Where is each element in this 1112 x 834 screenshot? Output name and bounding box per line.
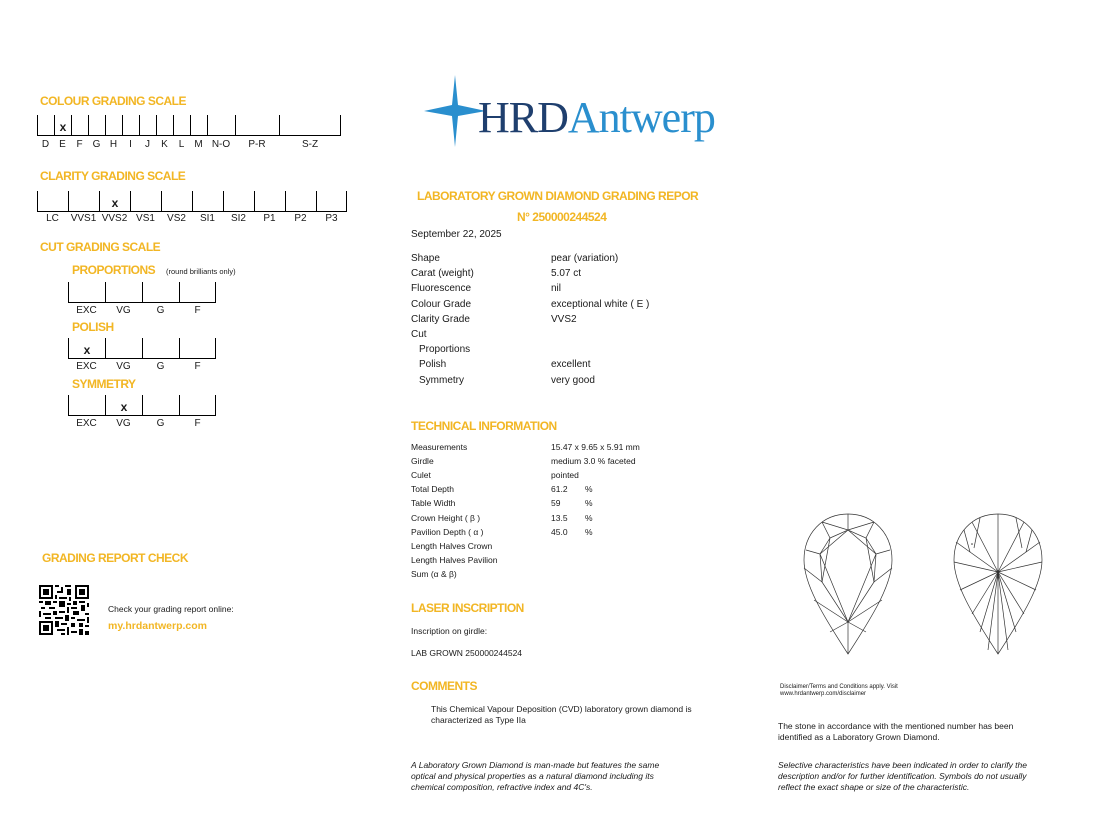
polish-scale-label: G [156,361,165,372]
qr-code-icon[interactable] [39,585,89,635]
report-row-value: very good [551,374,595,386]
report-title: LABORATORY GROWN DIAMOND GRADING REPOR [417,189,699,203]
report-row-value: nil [551,283,562,295]
polish-scale-label: EXC [76,361,97,372]
technical-row-key: Pavilion Depth ( α ) [411,526,484,537]
colour-scale-cell [235,115,279,135]
proportions-scale-label: G [156,305,165,316]
technical-row-unit: % [585,484,593,495]
clarity-scale-cell [161,191,192,211]
technical-row-key: Length Halves Crown [411,540,493,551]
report-row [411,283,711,298]
laser-heading: LASER INSCRIPTION [411,601,524,615]
logo-text-antwerp: Antwerp [567,93,715,142]
logo-text [478,92,715,143]
symmetry-scale-labels [68,418,216,429]
comments-heading: COMMENTS [411,679,477,693]
technical-row [411,498,711,512]
symmetry-scale-cell [105,395,142,415]
laser-label: Inscription on girdle: [411,626,488,636]
technical-row-key: Measurements [411,442,468,452]
colour-scale-cell [207,115,235,135]
report-row-value: VVS2 [551,313,577,325]
clarity-scale-cell [223,191,254,211]
technical-row-key: Table Width [411,498,456,509]
colour-scale-cell [279,115,341,135]
report-row [411,359,711,374]
proportions-scale-cell [105,282,142,302]
polish-scale-labels [68,361,216,372]
grading-check-heading: GRADING REPORT CHECK [42,551,189,565]
colour-scale-label: I [129,139,132,150]
colour-grading-scale [37,115,341,136]
technical-row [411,555,711,569]
report-row [411,329,711,344]
stone-identification-line-1: The stone in accordance with the mentioned number has been [778,721,1014,731]
colour-scale-mark: x [59,120,67,134]
laser-value: LAB GROWN 250000244524 [411,648,523,658]
technical-row [411,470,711,484]
lab-grown-note-line-3: chemical composition, refractive index and 4C's. [411,782,593,792]
lab-grown-note-line-2: optical and physical properties as a natural diamond including its [411,771,654,781]
symmetry-scale-label: EXC [76,418,97,429]
polish-scale-cell [179,338,216,358]
pear-crown-diagram [800,512,896,658]
colour-scale-label: J [145,139,150,150]
clarity-scale-cell [254,191,285,211]
report-row-value: 5.07 ct [551,268,582,280]
technical-row-key: Sum (α & β) [411,568,457,579]
stone-identification-line-2: identified as a Laboratory Grown Diamond. [778,732,940,742]
report-row-key: Clarity Grade [411,313,470,325]
clarity-scale-label: SI2 [230,213,246,224]
technical-row-value: 61.2 [551,484,568,495]
polish-scale-cell [68,338,105,358]
colour-scale-label: G [92,139,101,150]
polish-scale [68,338,216,359]
colour-scale-cell [54,115,71,135]
lab-grown-note-line-1: A Laboratory Grown Diamond is man-made but features the same [411,760,660,770]
clarity-scale-label: VVS1 [70,213,97,224]
colour-scale-cell [71,115,88,135]
colour-scale-label: P-R [248,139,266,150]
colour-scale-label: S-Z [301,139,319,150]
proportions-note: (round brilliants only) [166,267,236,276]
symmetry-scale-cell [142,395,179,415]
clarity-scale-label: VS1 [136,213,155,224]
symmetry-scale-cell [68,395,105,415]
report-row-key: Polish [419,359,447,371]
report-row-value: excellent [551,359,591,371]
disclaimer-link[interactable]: www.hrdantwerp.com/disclaimer [780,691,867,697]
clarity-scale-cell [130,191,161,211]
proportions-heading: PROPORTIONS [72,263,156,277]
colour-scale-label: K [161,139,168,150]
polish-scale-mark: x [83,343,91,357]
clarity-scale-cell [285,191,316,211]
report-row [411,375,711,390]
comments-text [431,704,692,726]
colour-scale-label: N-O [211,139,231,150]
symmetry-heading: SYMMETRY [72,377,136,391]
technical-row [411,513,711,527]
symmetry-scale-label: G [156,418,165,429]
symmetry-scale-cell [179,395,216,415]
colour-scale-cell [88,115,105,135]
selective-note-line-1: Selective characteristics have been indicated in order to clarify the [778,760,1027,770]
technical-row-value: 15.47 x 9.65 x 5.91 mm [551,442,640,452]
colour-scale-cell [190,115,207,135]
report-row [411,253,711,268]
clarity-scale-label: SI1 [199,213,215,224]
technical-row [411,569,711,583]
selective-note-line-3: reflect the exact shape or size of the characteristic. [778,782,970,792]
clarity-scale-mark: x [111,196,119,210]
symmetry-scale-mark: x [120,400,128,414]
colour-scale-cell [156,115,173,135]
technical-row-key: Girdle [411,456,434,467]
technical-row [411,456,711,470]
symmetry-scale-label: F [194,418,201,429]
colour-scale-label: F [76,139,83,150]
technical-row-key: Length Halves Pavilion [411,554,498,565]
technical-row [411,442,711,456]
proportions-scale-label: F [194,305,201,316]
proportions-scale-cell [179,282,216,302]
technical-row-key: Crown Height ( β ) [411,512,481,523]
clarity-scale-label: VVS2 [101,213,128,224]
colour-scale-label: E [59,139,66,150]
clarity-scale-cell [316,191,347,211]
sparkle-star-icon [424,75,486,147]
colour-scale-labels [37,139,341,150]
report-row [411,299,711,314]
comments-line-2: characterized as Type IIa [431,715,526,725]
stone-identification [778,721,1013,743]
technical-row [411,527,711,541]
colour-scale-cell [173,115,190,135]
report-row [411,344,711,359]
clarity-scale-label: LC [46,213,59,224]
colour-scale-cell [139,115,156,135]
colour-scale-cell [122,115,139,135]
clarity-grading-scale [37,191,347,212]
polish-scale-label: F [194,361,201,372]
symmetry-scale [68,395,216,416]
report-row [411,268,711,283]
check-online-text: Check your grading report online: [108,604,234,614]
polish-scale-label: VG [116,361,131,372]
report-row-key: Symmetry [419,374,464,386]
pear-pavilion-diagram [950,512,1046,658]
report-row [411,314,711,329]
lab-grown-note [411,760,659,793]
report-number: N° 250000244524 [517,210,607,224]
technical-row [411,484,711,498]
polish-scale-cell [105,338,142,358]
clarity-scale-label: P1 [263,213,276,224]
cut-scale-heading: CUT GRADING SCALE [40,240,161,254]
proportions-scale-label: VG [116,305,131,316]
report-row-value: exceptional white ( E ) [551,298,650,310]
technical-row-value: 59 [551,498,561,509]
technical-row-unit: % [585,526,593,537]
symmetry-scale-label: VG [116,418,131,429]
clarity-scale-label: P3 [325,213,338,224]
clarity-scale-labels [37,213,347,224]
colour-scale-cell [105,115,122,135]
clarity-scale-label: VS2 [167,213,186,224]
technical-row-key: Culet [411,470,431,481]
clarity-scale-cell [192,191,223,211]
colour-scale-label: D [41,139,50,150]
clarity-scale-label: P2 [294,213,307,224]
disclaimer-line-1: Disclaimer/Terms and Conditions apply. Visit [780,684,898,690]
report-row-key: Shape [411,253,440,264]
check-online-link[interactable]: my.hrdantwerp.com [108,620,207,632]
technical-row-unit: % [585,512,593,523]
report-row-value: pear (variation) [551,253,619,264]
colour-scale-label: L [178,139,185,150]
proportions-scale [68,282,216,303]
technical-row-value: 13.5 [551,512,568,523]
technical-row-key: Total Depth [411,484,454,495]
colour-scale-label: M [194,139,203,150]
selective-characteristics-note [778,760,1027,793]
clarity-scale-heading: CLARITY GRADING SCALE [40,169,186,183]
technical-row-value: medium 3.0 % faceted [551,456,636,467]
report-row-key: Carat (weight) [411,268,474,280]
technical-row [411,541,711,555]
proportions-scale-cell [142,282,179,302]
colour-scale-heading: COLOUR GRADING SCALE [40,94,186,108]
report-row-key: Colour Grade [411,298,472,310]
proportions-scale-cell [68,282,105,302]
polish-scale-cell [142,338,179,358]
clarity-scale-cell [99,191,130,211]
colour-scale-label: H [109,139,118,150]
report-row-key: Proportions [419,344,471,356]
proportions-scale-label: EXC [76,305,97,316]
polish-heading: POLISH [72,320,114,334]
technical-row-value: 45.0 [551,526,568,537]
proportions-scale-labels [68,305,216,316]
technical-row-value: pointed [551,470,579,481]
report-row-key: Fluorescence [411,283,472,295]
comments-line-1: This Chemical Vapour Deposition (CVD) laboratory grown diamond is [431,704,692,714]
disclaimer [780,684,898,698]
report-row-key: Cut [411,329,427,340]
clarity-scale-cell [37,191,68,211]
technical-row-unit: % [585,498,593,509]
colour-scale-cell [37,115,54,135]
technical-heading: TECHNICAL INFORMATION [411,419,557,433]
report-date: September 22, 2025 [411,229,502,240]
clarity-scale-cell [68,191,99,211]
selective-note-line-2: description and/or for further identification. Symbols do not usually [778,771,1027,781]
logo-text-hrd: HRD [478,93,568,142]
